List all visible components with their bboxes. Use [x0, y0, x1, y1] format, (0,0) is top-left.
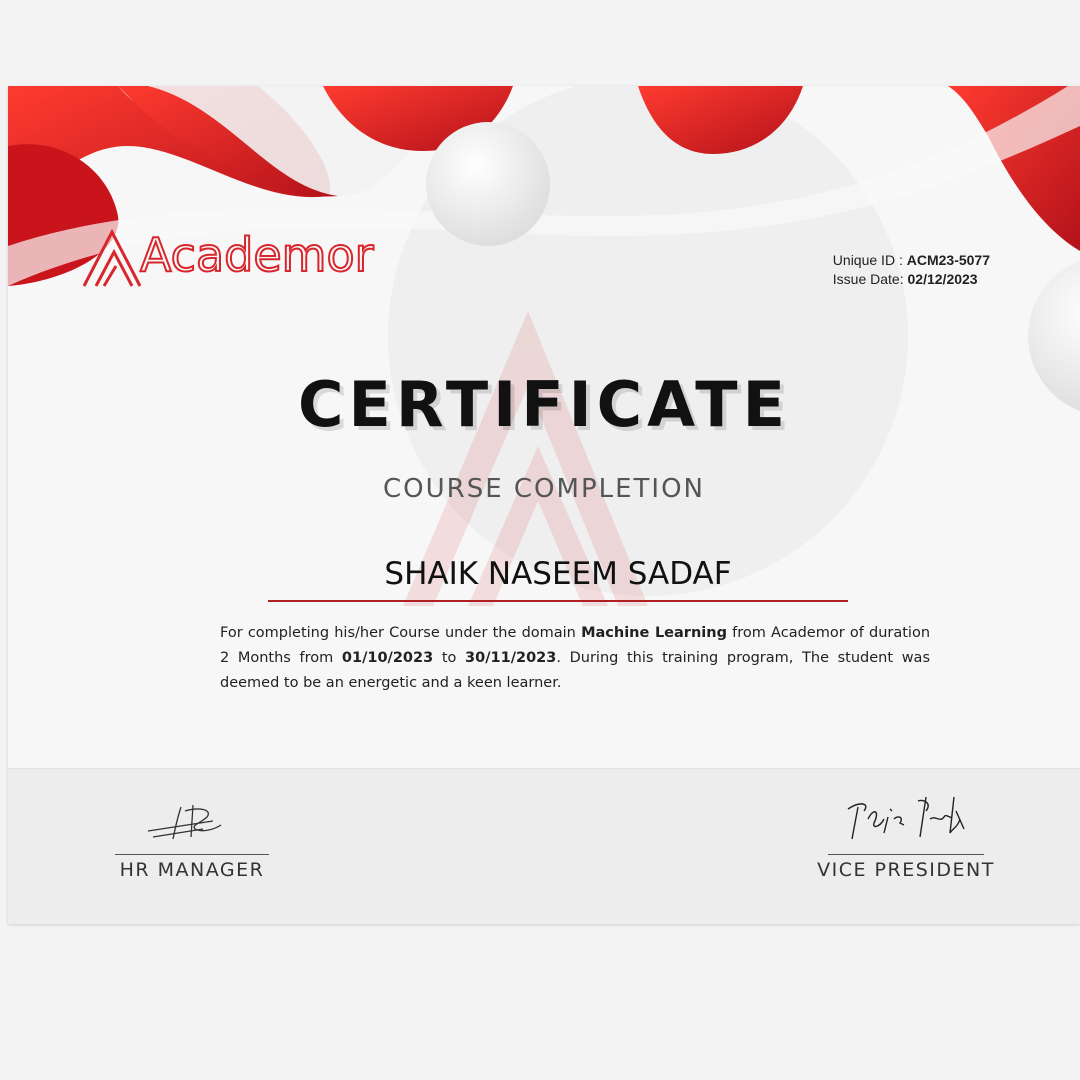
unique-id-row: [833, 251, 990, 270]
name-underline: [268, 600, 848, 602]
vice-president-label: VICE PRESIDENT: [817, 859, 995, 881]
recipient-name: SHAIK NASEEM SADAF: [384, 556, 732, 592]
vp-signature-line: [828, 854, 984, 855]
desc-domain: Machine Learning: [581, 625, 727, 641]
logo-mark-icon: [82, 228, 144, 290]
hr-manager-signature: [143, 799, 233, 844]
certificate-title: CERTIFICATE: [298, 368, 790, 441]
issue-date-label: Issue Date:: [832, 271, 904, 287]
desc-part-1: For completing his/her Course under the domain: [220, 625, 582, 641]
desc-start-date: 01/10/2023: [341, 650, 434, 666]
desc-part-4: . During this training program, The student was deemed to be an energetic and a keen learner.: [220, 650, 930, 691]
issue-date-value: 02/12/2023: [907, 271, 978, 287]
certificate-card: [8, 86, 1080, 924]
desc-end-date: 30/11/2023: [465, 650, 557, 666]
certificate-subtitle: COURSE COMPLETION: [382, 474, 706, 504]
desc-part-2: from Academor of duration 2 Months from: [220, 625, 931, 666]
white-circle-center: [426, 122, 550, 246]
logo-wordmark: Academor: [140, 228, 374, 282]
certificate-description: [220, 621, 930, 696]
signature-footer: [8, 768, 1080, 924]
academor-logo: [82, 226, 382, 296]
desc-part-3: to: [433, 650, 466, 666]
certificate-meta: [833, 251, 990, 289]
vice-president-signature: [840, 789, 970, 849]
issue-date-row: [833, 270, 990, 289]
unique-id-label: Unique ID :: [832, 252, 903, 268]
hr-manager-label: HR MANAGER: [119, 859, 265, 881]
unique-id-value: ACM23-5077: [906, 252, 990, 268]
hr-signature-line: [115, 854, 269, 855]
